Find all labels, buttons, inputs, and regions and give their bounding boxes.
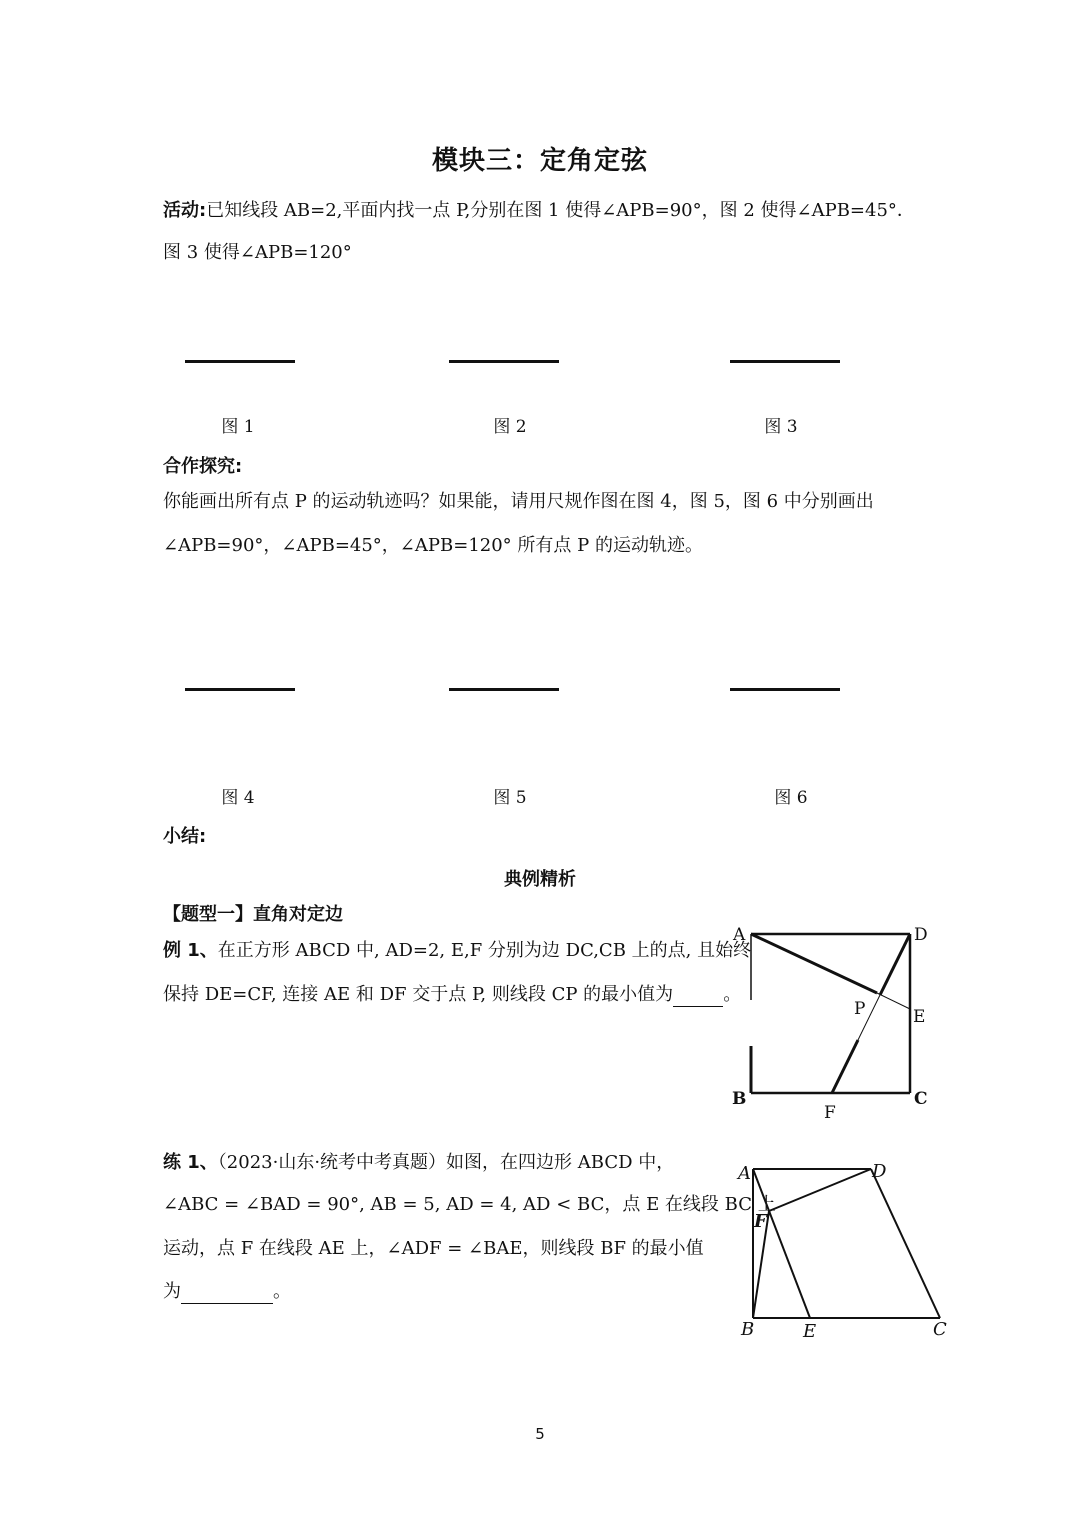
practice1-text-4: 为 [163, 1281, 181, 1302]
label-E: E [913, 1007, 926, 1027]
practice1-text-1: （2023·山东·统考中考真题）如图，在四边形 ABCD 中， [217, 1152, 675, 1173]
label-C2: C [933, 1319, 947, 1340]
example1-line-2 [163, 984, 741, 1007]
label-F2: F [754, 1211, 767, 1232]
label-D2: D [872, 1161, 887, 1182]
segment-fig-3 [730, 360, 840, 363]
label-A: A [733, 925, 746, 945]
figure-square-abcd [720, 918, 950, 1123]
segment-fig-1 [185, 360, 295, 363]
activity-line-2: 图 3 使得∠APB=120° [163, 242, 352, 263]
practice1-line-1 [163, 1152, 674, 1174]
explore-line-2: ∠APB=90°，∠APB=45°，∠APB=120° 所有点 P 的运动轨迹。 [163, 535, 703, 556]
activity-label: 活动: [163, 200, 207, 221]
label-E2: E [803, 1321, 817, 1342]
caption-fig-3: 图 3 [764, 417, 798, 437]
practice1-line-3: 运动，点 F 在线段 AE 上，∠ADF = ∠BAE，则线段 BF 的最小值 [163, 1238, 704, 1259]
segment-fig-2 [449, 360, 559, 363]
label-F: F [824, 1103, 836, 1123]
figure-quadrilateral-abcd [730, 1155, 955, 1345]
label-D: D [914, 925, 928, 945]
segment-fig-5 [449, 688, 559, 691]
label-B: B [732, 1089, 747, 1109]
segment-fig-6 [730, 688, 840, 691]
caption-fig-6: 图 6 [774, 788, 808, 808]
answer-blank-2[interactable] [181, 1281, 273, 1304]
label-B2: B [741, 1319, 755, 1340]
label-P: P [854, 999, 866, 1019]
practice1-line-2: ∠ABC = ∠BAD = 90°, AB = 5, AD = 4, AD < BC，点 E 在线段 BC 上 [163, 1194, 776, 1215]
example1-label: 例 1、 [163, 940, 218, 961]
caption-fig-4: 图 4 [221, 788, 255, 808]
explore-line-1: 你能画出所有点 P 的运动轨迹吗？如果能，请用尺规作图在图 4，图 5，图 6 中分别画出 [163, 491, 874, 512]
caption-fig-2: 图 2 [493, 417, 527, 437]
caption-fig-5: 图 5 [493, 788, 527, 808]
page-number: 5 [535, 1425, 545, 1443]
practice1-label: 练 1、 [163, 1152, 218, 1173]
activity-line-1 [163, 200, 915, 222]
example1-text-1: 在正方形 ABCD 中, AD=2, E,F 分别为边 DC,CB 上的点, 且始终 [217, 940, 752, 961]
explore-label: 合作探究: [163, 456, 243, 477]
example1-line-1 [163, 940, 751, 962]
label-A2: A [738, 1163, 751, 1184]
summary-label: 小结: [163, 826, 207, 847]
practice1-end: 。 [273, 1281, 291, 1302]
example1-text-2: 保持 DE=CF, 连接 AE 和 DF 交于点 P, 则线段 CP 的最小值为 [163, 984, 674, 1005]
label-C: C [914, 1089, 928, 1109]
section-heading: 典例精析 [504, 869, 576, 890]
example1-end: 。 [723, 984, 742, 1005]
caption-fig-1: 图 1 [221, 417, 255, 437]
practice1-line-4 [163, 1281, 291, 1304]
activity-text-1: 已知线段 AB=2,平面内找一点 P,分别在图 1 使得∠APB=90°，图 2 使得∠APB=45°． [206, 200, 915, 221]
segment-fig-4 [185, 688, 295, 691]
page-title: 模块三：定角定弦 [431, 146, 648, 176]
type1-label: 【题型一】直角对定边 [163, 904, 343, 925]
answer-blank-1[interactable] [673, 984, 723, 1007]
